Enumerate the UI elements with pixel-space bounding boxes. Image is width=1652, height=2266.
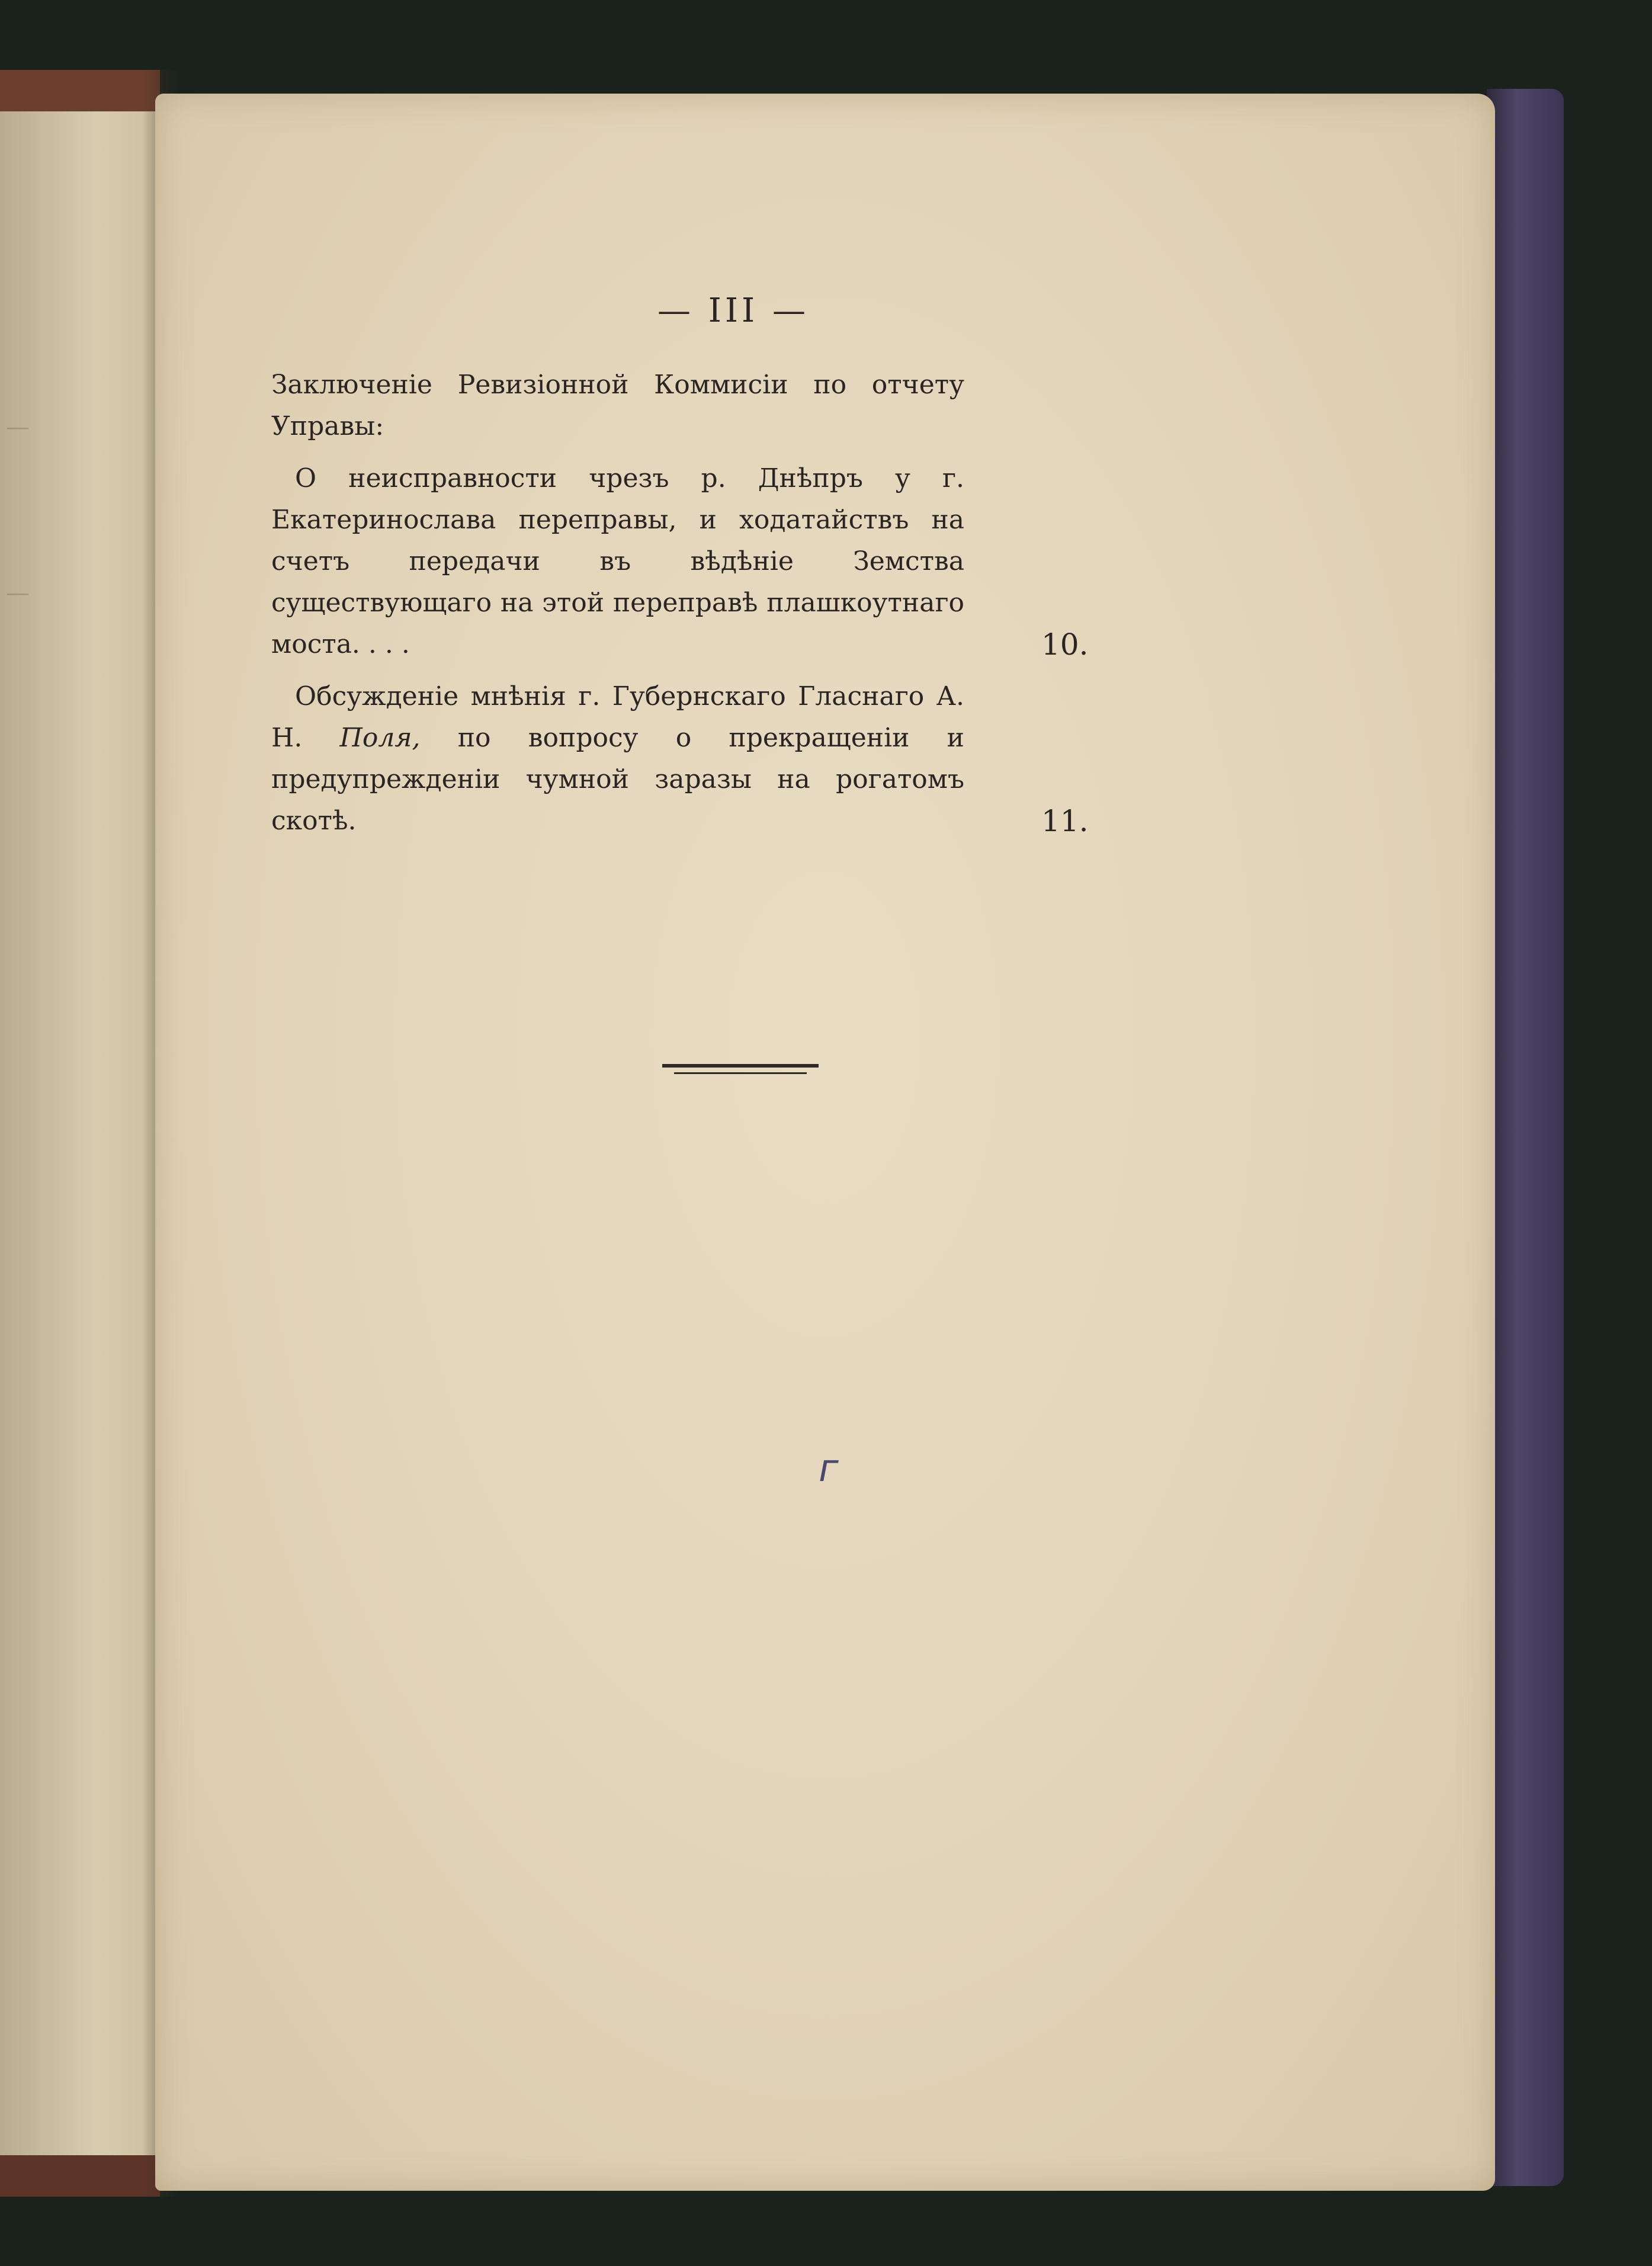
- faded-text-fragment: —: [6, 414, 30, 441]
- table-of-contents: [271, 364, 1101, 852]
- toc-entry: [271, 676, 1101, 842]
- cover-edge-top: [0, 70, 160, 111]
- book-cover-edge: [1487, 89, 1564, 2186]
- faded-text-fragment: —: [6, 579, 30, 607]
- toc-entry-page: 11.: [1041, 804, 1089, 838]
- toc-entry: [271, 364, 1101, 447]
- toc-entry-title: Обсужденіе мнѣнія г. Губернскаго Гласнаго А. Н. Поля, по вопросу о прекращеніи и предупрежденіи чумной заразы на рогатомъ скотѣ.: [271, 681, 964, 836]
- toc-entry-title: О неисправности чрезъ р. Днѣпръ у г. Екатеринослава переправы, и ходатайствъ на счетъ передачи въ вѣдѣніе Земства существующаго на этой переправѣ плашкоутнаго моста. . . .: [271, 463, 964, 659]
- pencil-mark: г: [819, 1447, 839, 1491]
- cover-edge-bottom: [0, 2155, 160, 2197]
- decorative-rule: [662, 1064, 819, 1074]
- toc-entry-title: Заключеніе Ревизіонной Коммисіи по отчету Управы:: [271, 370, 964, 441]
- author-name: Поля,: [339, 723, 421, 753]
- adjacent-left-page: [0, 70, 160, 2197]
- toc-entry-page: 10.: [1041, 627, 1089, 662]
- page-number-header: — III —: [657, 291, 809, 330]
- toc-entry: [271, 458, 1101, 665]
